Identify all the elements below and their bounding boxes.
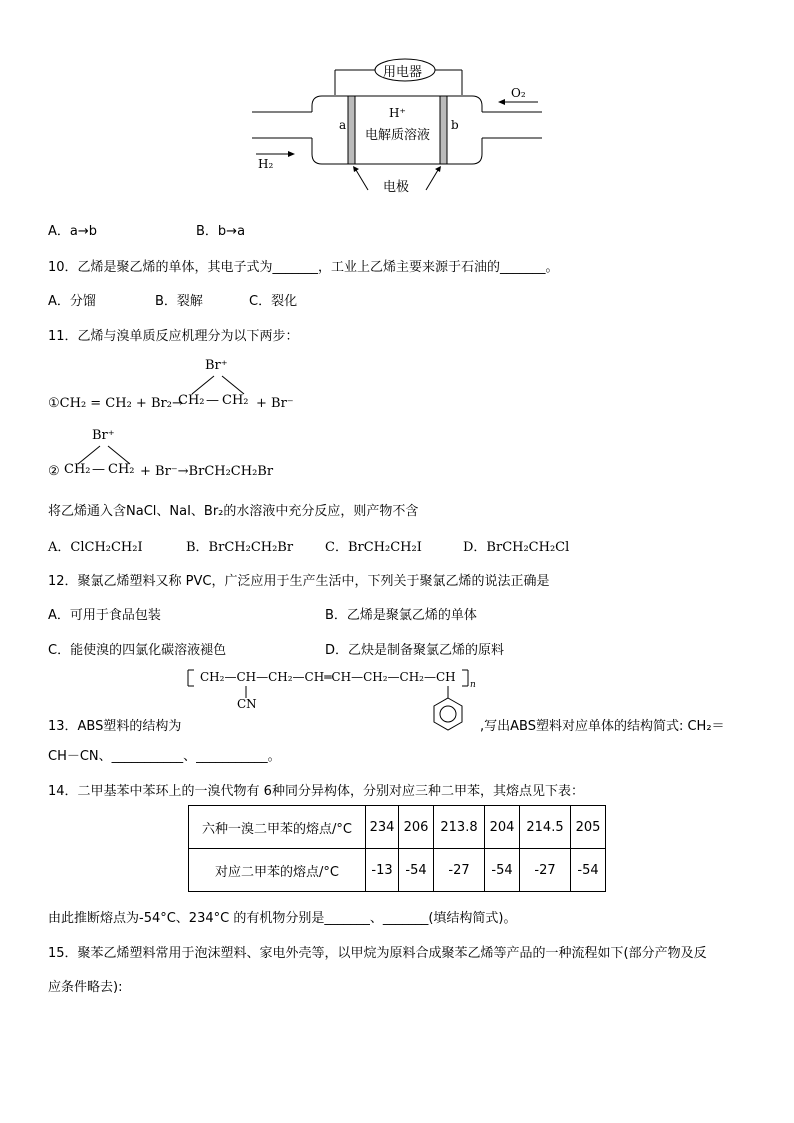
table-cell: -54 <box>399 849 434 892</box>
melting-point-table <box>188 805 606 892</box>
q13-stem-right: ,写出ABS塑料对应单体的结构简式: CH₂＝ <box>480 719 725 734</box>
q12-stem: 12．聚氯乙烯塑料又称 PVC，广泛应用于生产生活中，下列关于聚氯乙烯的说法正确是 <box>48 574 550 589</box>
q11-step1-ch2-bond: — <box>206 393 219 408</box>
abs-polymer-cn: CN <box>237 697 257 711</box>
q11-step1-left: ①CH₂ = CH₂ + Br₂→ <box>48 396 183 411</box>
benzene-ring <box>434 698 462 730</box>
table-cell: -54 <box>485 849 520 892</box>
electrode-b-label: b <box>451 118 459 132</box>
q11-step2-ch2-right: CH₂ <box>108 462 135 477</box>
table-cell: 205 <box>571 806 606 849</box>
q9-option-b: B．b→a <box>196 224 246 239</box>
electrode-label: 电极 <box>383 180 410 195</box>
electrolyte-ion: H⁺ <box>389 106 406 120</box>
table-cell: 214.5 <box>520 806 571 849</box>
q11-step2-ch2-left: CH₂ <box>64 462 91 477</box>
q15-stem-line1: 15．聚苯乙烯塑料常用于泡沫塑料、家电外壳等，以甲烷为原料合成聚苯乙烯等产品的一种流程如下(部分产物及反 <box>48 946 707 961</box>
table-cell: 206 <box>399 806 434 849</box>
electrode-a-label: a <box>339 118 347 132</box>
o2-label: O₂ <box>511 86 526 100</box>
q10-option-a: A．分馏 <box>48 294 96 309</box>
q11-stem: 11．乙烯与溴单质反应机理分为以下两步： <box>48 329 299 344</box>
q14-stem: 14．二甲基苯中苯环上的一溴代物有 6种同分异构体，分别对应三种二甲苯，其熔点见下表： <box>48 784 584 799</box>
electrolyte-label: 电解质溶液 <box>365 128 431 143</box>
q13-stem-left: 13．ABS塑料的结构为 <box>48 719 182 734</box>
table-cell: -54 <box>571 849 606 892</box>
abs-polymer-n: n <box>470 680 476 690</box>
q11-option-c: C．BrCH₂CH₂I <box>325 540 422 555</box>
q12-option-a: A．可用于食品包装 <box>48 608 161 623</box>
q11-step2-right: + Br⁻→BrCH₂CH₂Br <box>140 464 274 479</box>
q11-step2-ch2-bond: — <box>92 462 105 477</box>
q9-option-a: A．a→b <box>48 224 98 239</box>
q11-option-d: D．BrCH₂CH₂Cl <box>463 540 570 555</box>
q14-conclusion: 由此推断熔点为-54°C、234°C 的有机物分别是_______、_______(填结构简式)。 <box>48 911 517 926</box>
q11-option-b: B．BrCH₂CH₂Br <box>186 540 294 555</box>
q10-option-c: C．裂化 <box>249 294 298 309</box>
table-cell: -27 <box>520 849 571 892</box>
table-cell: -27 <box>434 849 485 892</box>
q11-step1-br: Br⁺ <box>205 358 228 373</box>
q11-question: 将乙烯通入含NaCl、NaI、Br₂的水溶液中充分反应，则产物不含 <box>48 504 419 519</box>
q12-option-c: C．能使溴的四氯化碳溶液褪色 <box>48 643 227 658</box>
electrode-a-plate <box>348 96 355 164</box>
table-row <box>189 849 606 892</box>
table-cell: 204 <box>485 806 520 849</box>
q11-step2-marker: ② <box>48 464 60 479</box>
q12-option-d: D．乙炔是制备聚氯乙烯的原料 <box>325 643 505 658</box>
q11-option-a: A．ClCH₂CH₂I <box>48 540 143 555</box>
q10-option-b: B．裂解 <box>155 294 203 309</box>
table-header-cell: 对应二甲苯的熔点/°C <box>189 849 366 892</box>
q11-step1-right: + Br⁻ <box>256 396 294 411</box>
table-header-cell: 六种一溴二甲苯的熔点/°C <box>189 806 366 849</box>
table-cell: -13 <box>366 849 399 892</box>
q15-stem-line2: 应条件略去): <box>48 980 123 995</box>
q13-line2: CH－CN、___________、___________。 <box>48 749 281 764</box>
q10-stem: 10．乙烯是聚乙烯的单体，其电子式为_______，工业上乙烯主要来源于石油的_______。 <box>48 260 559 275</box>
h2-label: H₂ <box>258 157 274 171</box>
electrode-b-plate <box>440 96 447 164</box>
q11-step2-br: Br⁺ <box>92 428 115 443</box>
q12-option-b: B．乙烯是聚氯乙烯的单体 <box>325 608 477 623</box>
q11-step1-ch2-right: CH₂ <box>222 393 249 408</box>
table-cell: 213.8 <box>434 806 485 849</box>
q11-step1-ch2-left: CH₂ <box>178 393 205 408</box>
table-cell: 234 <box>366 806 399 849</box>
table-row <box>189 806 606 849</box>
appliance-label: 用电器 <box>383 65 423 80</box>
abs-polymer-chain: CH₂—CH—CH₂—CH═CH—CH₂—CH₂—CH <box>200 670 456 684</box>
